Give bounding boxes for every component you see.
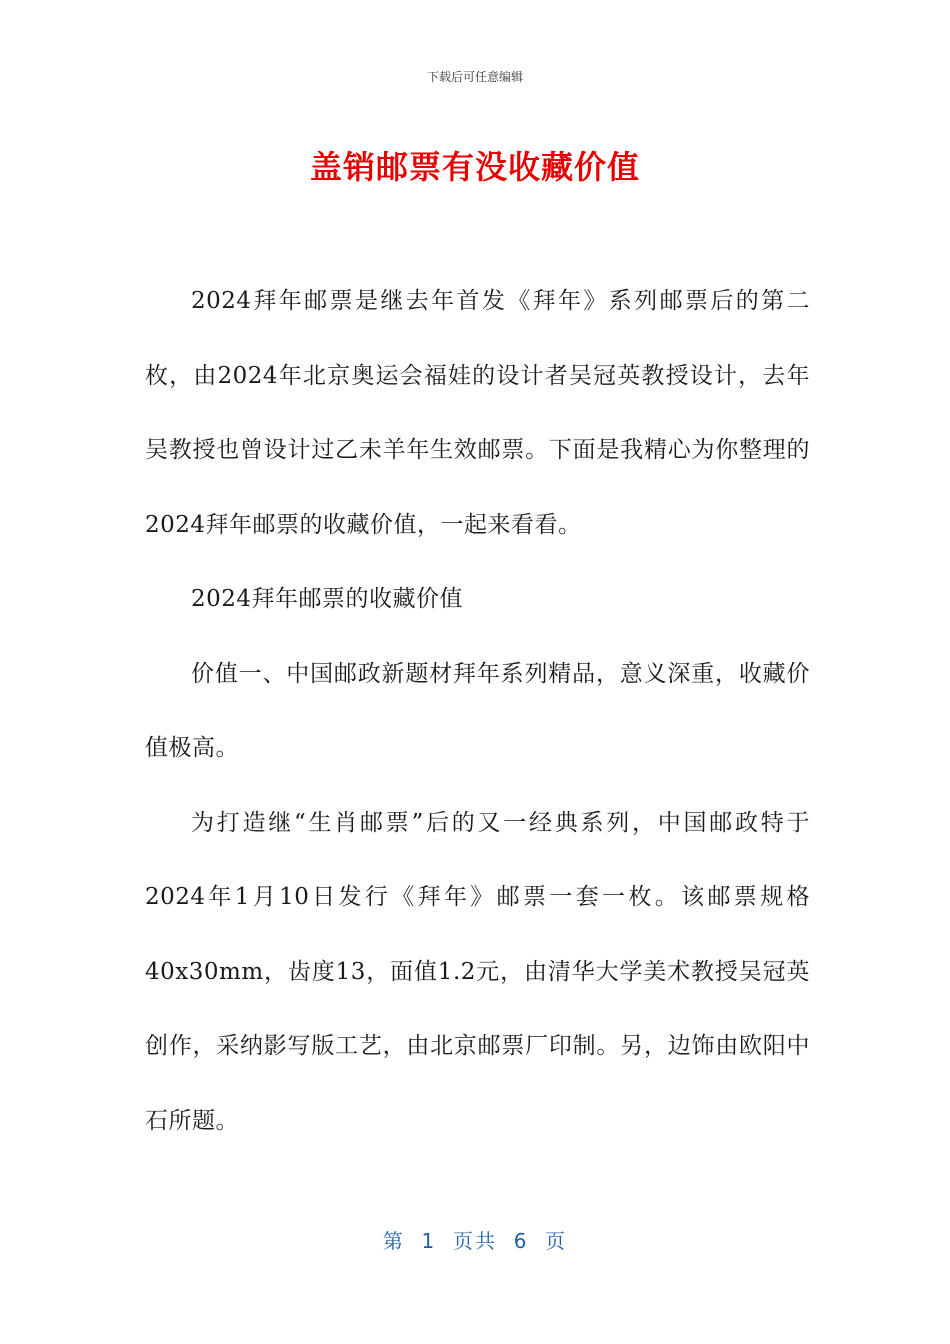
- paragraph-intro: 2024拜年邮票是继去年首发《拜年》系列邮票后的第二枚，由2024年北京奥运会福娃的设计者吴冠英教授设计，去年吴教授也曾设计过乙未羊年生效邮票。下面是我精心为你整理的2024拜年邮票的收藏价值，一起来看看。: [145, 288, 810, 538]
- document-body: [145, 264, 810, 1158]
- paragraph-value-one: 价值一、中国邮政新题材拜年系列精品，意义深重，收藏价值极高。: [145, 660, 810, 761]
- page-number-label: 第 1 页共 6 页: [382, 1229, 568, 1253]
- paragraph-stamp-details: 为打造继“生肖邮票”后的又一经典系列，中国邮政特于2024年1月10日发行《拜年》邮票一套一枚。该邮票规格40x30mm，齿度13，面值1.2元，由清华大学美术教授吴冠英创作，采纳影写版工艺，由北京邮票厂印制。另，边饰由欧阳中石所题。: [145, 809, 810, 1134]
- page-footer: [0, 1225, 950, 1254]
- document-title: 盖销邮票有没收藏价值: [309, 148, 640, 186]
- header-note: 下载后可任意编辑: [426, 70, 523, 84]
- paragraph-section-heading: 2024拜年邮票的收藏价值: [191, 586, 464, 612]
